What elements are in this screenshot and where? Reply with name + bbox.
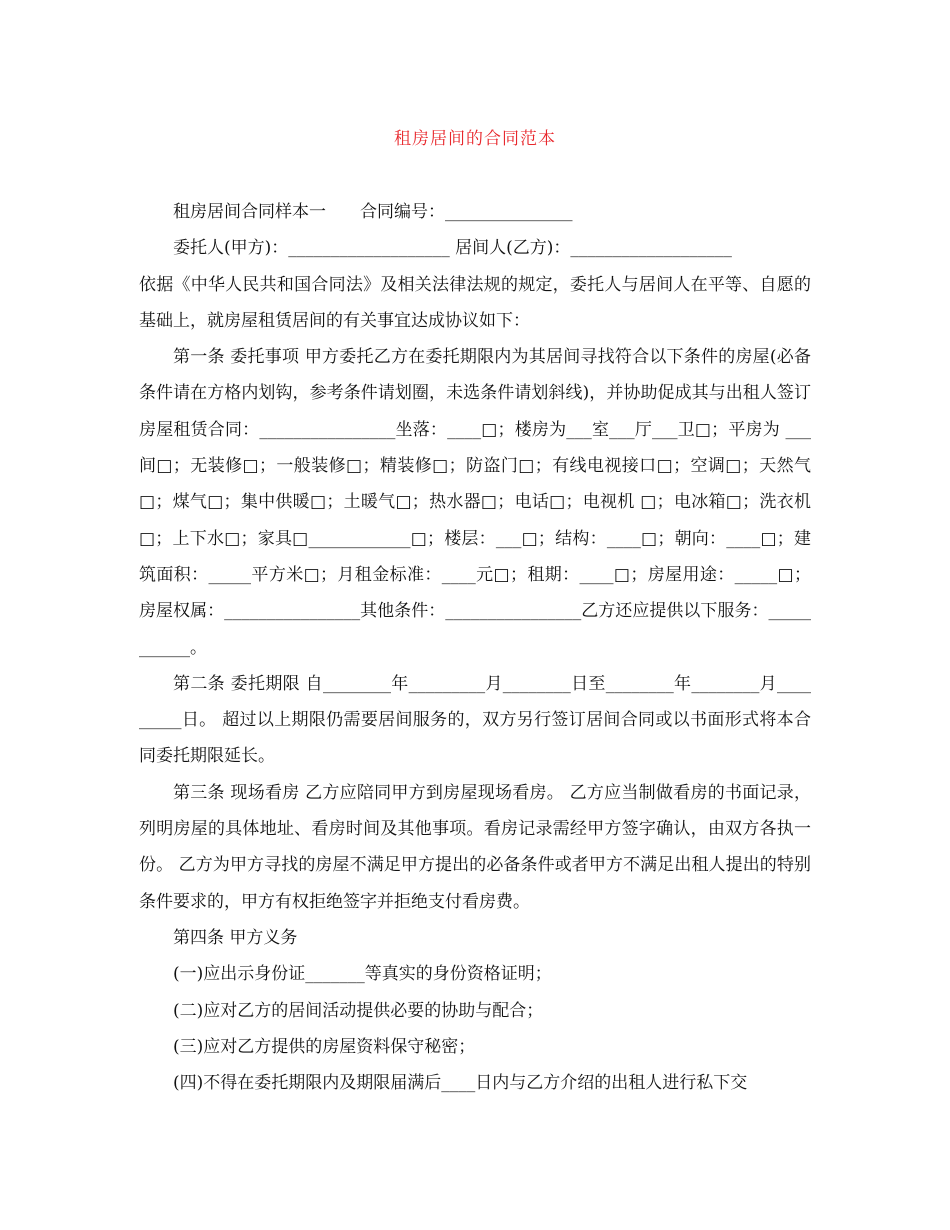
article-4-item-1: (一)应出示身份证_______等真实的身份资格证明；	[173, 964, 552, 985]
article-2-paragraph: 第二条 委托期限 自________年_________月________日至________年________月_________日。 超过以上期限仍需要居间服务的，双方另行签订居间合同或以书面形式将本合同委托期限延长。	[139, 673, 811, 767]
preamble-paragraph: 依据《中华人民共和国合同法》及相关法律法规的规定，委托人与居间人在平等、自愿的基础上，就房屋租赁居间的有关事宜达成协议如下：	[139, 274, 811, 331]
article-1-paragraph: 第一条 委托事项 甲方委托乙方在委托期限内为其居间寻找符合以下条件的房屋(必备条件请在方格内划钩，参考条件请划圈，未选条件请划斜线)，并协助促成其与出租人签订房屋租赁合同：________________坐落：____□；楼房为___室___厅___卫□；平房为 ___间□；无装修□；一般装修□；精装修□；防盗门□；有线电视接口□；空调□；天然气□；煤气□；集中供暖□；土暖气□；热水器□；电话□；电视机 □；电冰箱□；洗衣机□；上下水□；家具□____________□；楼层：___□；结构：____□；朝向：____□；建筑面积：_____平方米□；月租金标准：____元□；租期：____□；房屋用途：_____□；房屋权属：________________其他条件：________________乙方还应提供以下服务：___________。	[139, 347, 811, 658]
article-3-paragraph: 第三条 现场看房 乙方应陪同甲方到房屋现场看房。 乙方应当制做看房的书面记录，列明房屋的具体地址、看房时间及其他事项。看房记录需经甲方签字确认，由双方各执一份。 乙方为甲方寻找的房屋不满足甲方提出的必备条件或者甲方不满足出租人提出的特别条件要求的，甲方有权拒绝签字并拒绝支付看房费。	[139, 782, 811, 912]
article-4-item-3: (三)应对乙方提供的房屋资料保守秘密；	[173, 1036, 476, 1057]
article-4-item-2: (二)应对乙方的居间活动提供必要的协助与配合；	[173, 1000, 544, 1021]
article-4-heading: 第四条 甲方义务	[173, 927, 298, 948]
parties-line: 委托人(甲方)：___________________ 居间人(乙方)：___________________	[173, 238, 732, 259]
article-4-item-4: (四)不得在委托期限内及期限届满后____日内与乙方介绍的出租人进行私下交	[173, 1073, 748, 1094]
document-title: 租房居间的合同范本	[394, 129, 556, 149]
contract-sample-header: 租房居间合同样本一 合同编号：_______________	[173, 202, 573, 222]
document-body	[139, 194, 811, 1101]
